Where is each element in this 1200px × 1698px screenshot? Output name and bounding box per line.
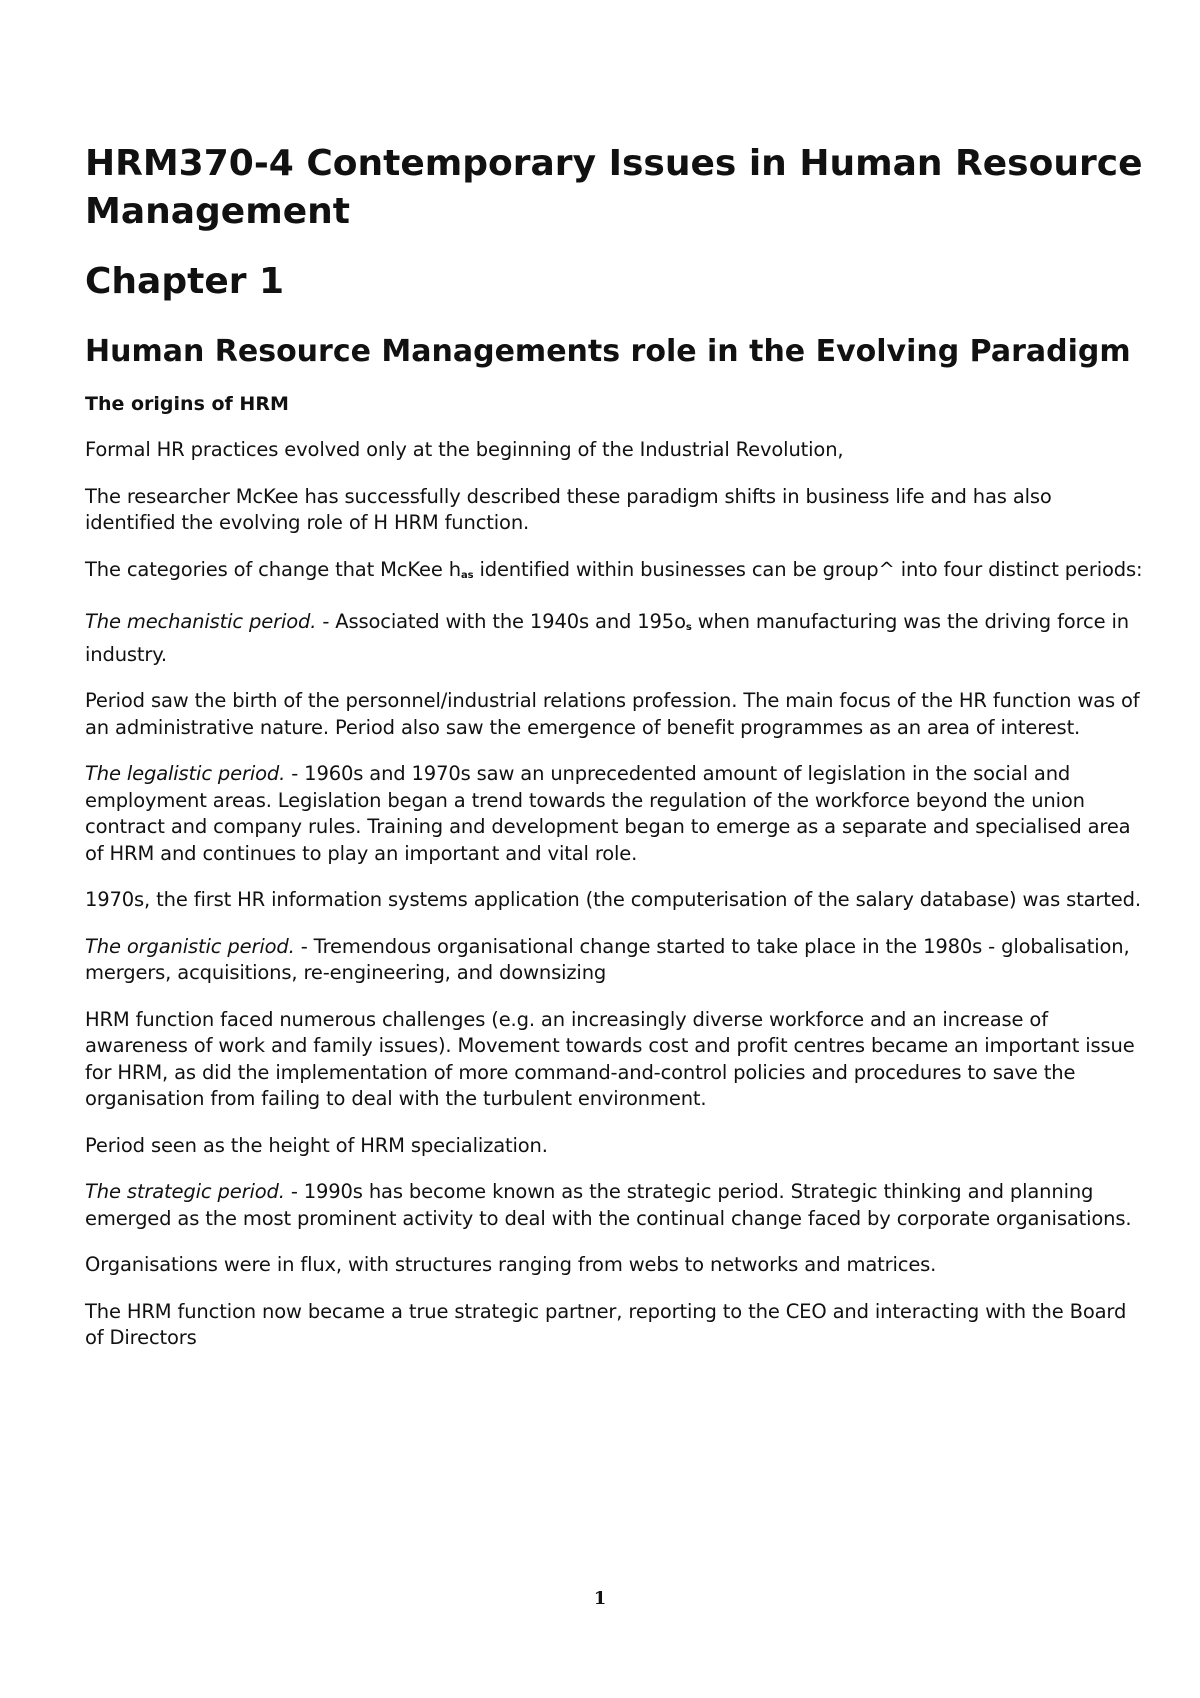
period-name-strategic: The strategic period. (85, 1180, 285, 1203)
text-run: The categories of change that McKee h (85, 557, 461, 581)
section-heading: The origins of HRM (85, 393, 289, 415)
paragraph-industrial-revolution: Formal HR practices evolved only at the beginning of the Industrial Revolution, (85, 438, 844, 461)
chapter-heading: Chapter 1 (85, 261, 285, 302)
text-run: - Tremendous organisational change started to take place in the 1980s - globalisation, mergers, acquisitions, re-engineering, and downsizing (85, 934, 1130, 984)
chapter-title: Human Resource Managements role in the Evolving Paradigm (85, 334, 1131, 369)
paragraph-mechanistic-period (85, 609, 1145, 668)
text-run: when manufacturing was the driving force in industry. (85, 610, 1129, 666)
paragraph-mckee-research: The researcher McKee has successfully described these paradigm shifts in business life and has also identified the evolving role of H HRM function. (85, 484, 1052, 534)
subscript-text: as (461, 569, 474, 581)
paragraph-organisations-in-flux: Organisations were in flux, with structures ranging from webs to networks and matrices. (85, 1253, 937, 1276)
period-name-legalistic: The legalistic period. (85, 762, 286, 785)
paragraph-legalistic-period (85, 761, 1145, 867)
period-name-organistic: The organistic period. (85, 934, 295, 958)
paragraph-personnel-profession: Period saw the birth of the personnel/industrial relations profession. The main focus of the HR function was of an administrative nature. Period also saw the emergence of benefit programmes as an area of interest. (85, 689, 1140, 739)
paragraph-hrm-specialization: Period seen as the height of HRM specialization. (85, 1133, 548, 1157)
text-run: - 1990s has become known as the strategic period. Strategic thinking and planning emerged as the most prominent activity to deal with the continual change faced by corporate organisations. (85, 1180, 1132, 1230)
paragraph-strategic-period (85, 1179, 1145, 1232)
text-run: - Associated with the 1940s and 195o (316, 610, 686, 633)
subscript-text: s (685, 622, 692, 633)
period-name-mechanistic: The mechanistic period. (85, 610, 317, 633)
paragraph-organistic-period (85, 934, 1145, 987)
document-page (85, 140, 1145, 1372)
paragraph-categories-of-change (85, 557, 1145, 590)
paragraph-strategic-partner: The HRM function now became a true strategic partner, reporting to the CEO and interacting with the Board of Directors (85, 1299, 1127, 1349)
document-title: HRM370-4 Contemporary Issues in Human Resource Management (85, 143, 1143, 232)
paragraph-hrm-challenges: HRM function faced numerous challenges (e.g. an increasingly diverse workforce and an increase of awareness of work and family issues). Movement towards cost and profit centres became an important issue for HRM, as did the implementation of more command-and-control policies and procedures to save the organisation from failing to deal with the turbulent environment. (85, 1007, 1135, 1110)
page-number: 1 (593, 1588, 607, 1609)
text-run: identified within businesses can be group^ into four distinct periods: (473, 557, 1143, 581)
paragraph-hr-information-systems: 1970s, the first HR information systems application (the computerisation of the salary database) was started. (85, 888, 1141, 911)
text-run: - 1960s and 1970s saw an unprecedented amount of legislation in the social and employment areas. Legislation began a trend towards the regulation of the workforce beyond the union contract and company rules. Training and development began to emerge as a separate and specialised area of HRM and continues to play an important and vital role. (85, 762, 1131, 865)
